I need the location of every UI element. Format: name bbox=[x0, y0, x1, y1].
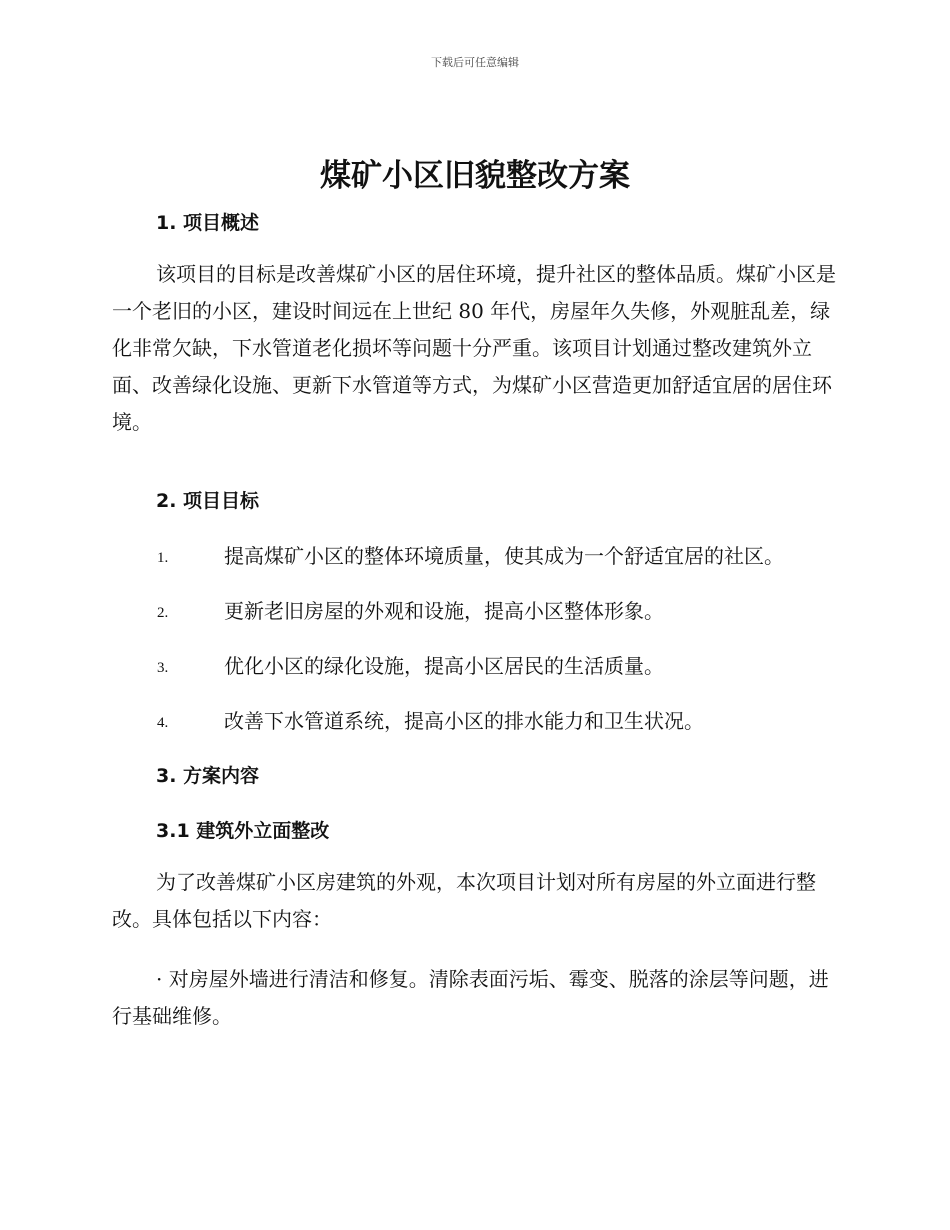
goal-list-item bbox=[157, 540, 857, 569]
list-item-text: 改善下水管道系统，提高小区的排水能力和卫生状况。 bbox=[224, 709, 704, 733]
list-item-text: 提高煤矿小区的整体环境质量，使其成为一个舒适宜居的社区。 bbox=[224, 544, 784, 568]
list-item-text: 更新老旧房屋的外观和设施，提高小区整体形象。 bbox=[224, 599, 664, 623]
goal-list-item bbox=[157, 705, 857, 734]
overview-paragraph: 该项目的目标是改善煤矿小区的居住环境，提升社区的整体品质。煤矿小区是一个老旧的小区，建设时间远在上世纪 80 年代，房屋年久失修，外观脏乱差，绿化非常欠缺，下水管道老化损坏等问题十分严重。该项目计划通过整改建筑外立面、改善绿化设施、更新下水管道等方式，为煤矿小区营造更加舒适宜居的居住环境。 bbox=[112, 262, 836, 434]
list-number: 2. bbox=[157, 605, 169, 621]
goal-list-item bbox=[157, 595, 857, 624]
list-number: 1. bbox=[157, 550, 169, 566]
goal-list-item bbox=[157, 650, 857, 679]
section-heading-plan: 3. 方案内容 bbox=[156, 765, 260, 787]
section-heading-goals: 2. 项目目标 bbox=[156, 490, 260, 512]
list-item-text: 优化小区的绿化设施，提高小区居民的生活质量。 bbox=[224, 654, 664, 678]
page-header-note: 下载后可任意编辑 bbox=[431, 56, 519, 69]
facade-intro-paragraph: 为了改善煤矿小区房建筑的外观，本次项目计划对所有房屋的外立面进行整改。具体包括以下内容： bbox=[112, 870, 816, 931]
section-heading-overview: 1. 项目概述 bbox=[156, 212, 260, 234]
document-title: 煤矿小区旧貌整改方案 bbox=[320, 158, 630, 194]
list-number: 3. bbox=[157, 660, 169, 676]
subsection-heading-facade: 3.1 建筑外立面整改 bbox=[156, 820, 330, 842]
list-number: 4. bbox=[157, 715, 169, 731]
facade-bullet-paragraph: · 对房屋外墙进行清洁和修复。清除表面污垢、霉变、脱落的涂层等问题，进行基础维修。 bbox=[112, 967, 829, 1028]
